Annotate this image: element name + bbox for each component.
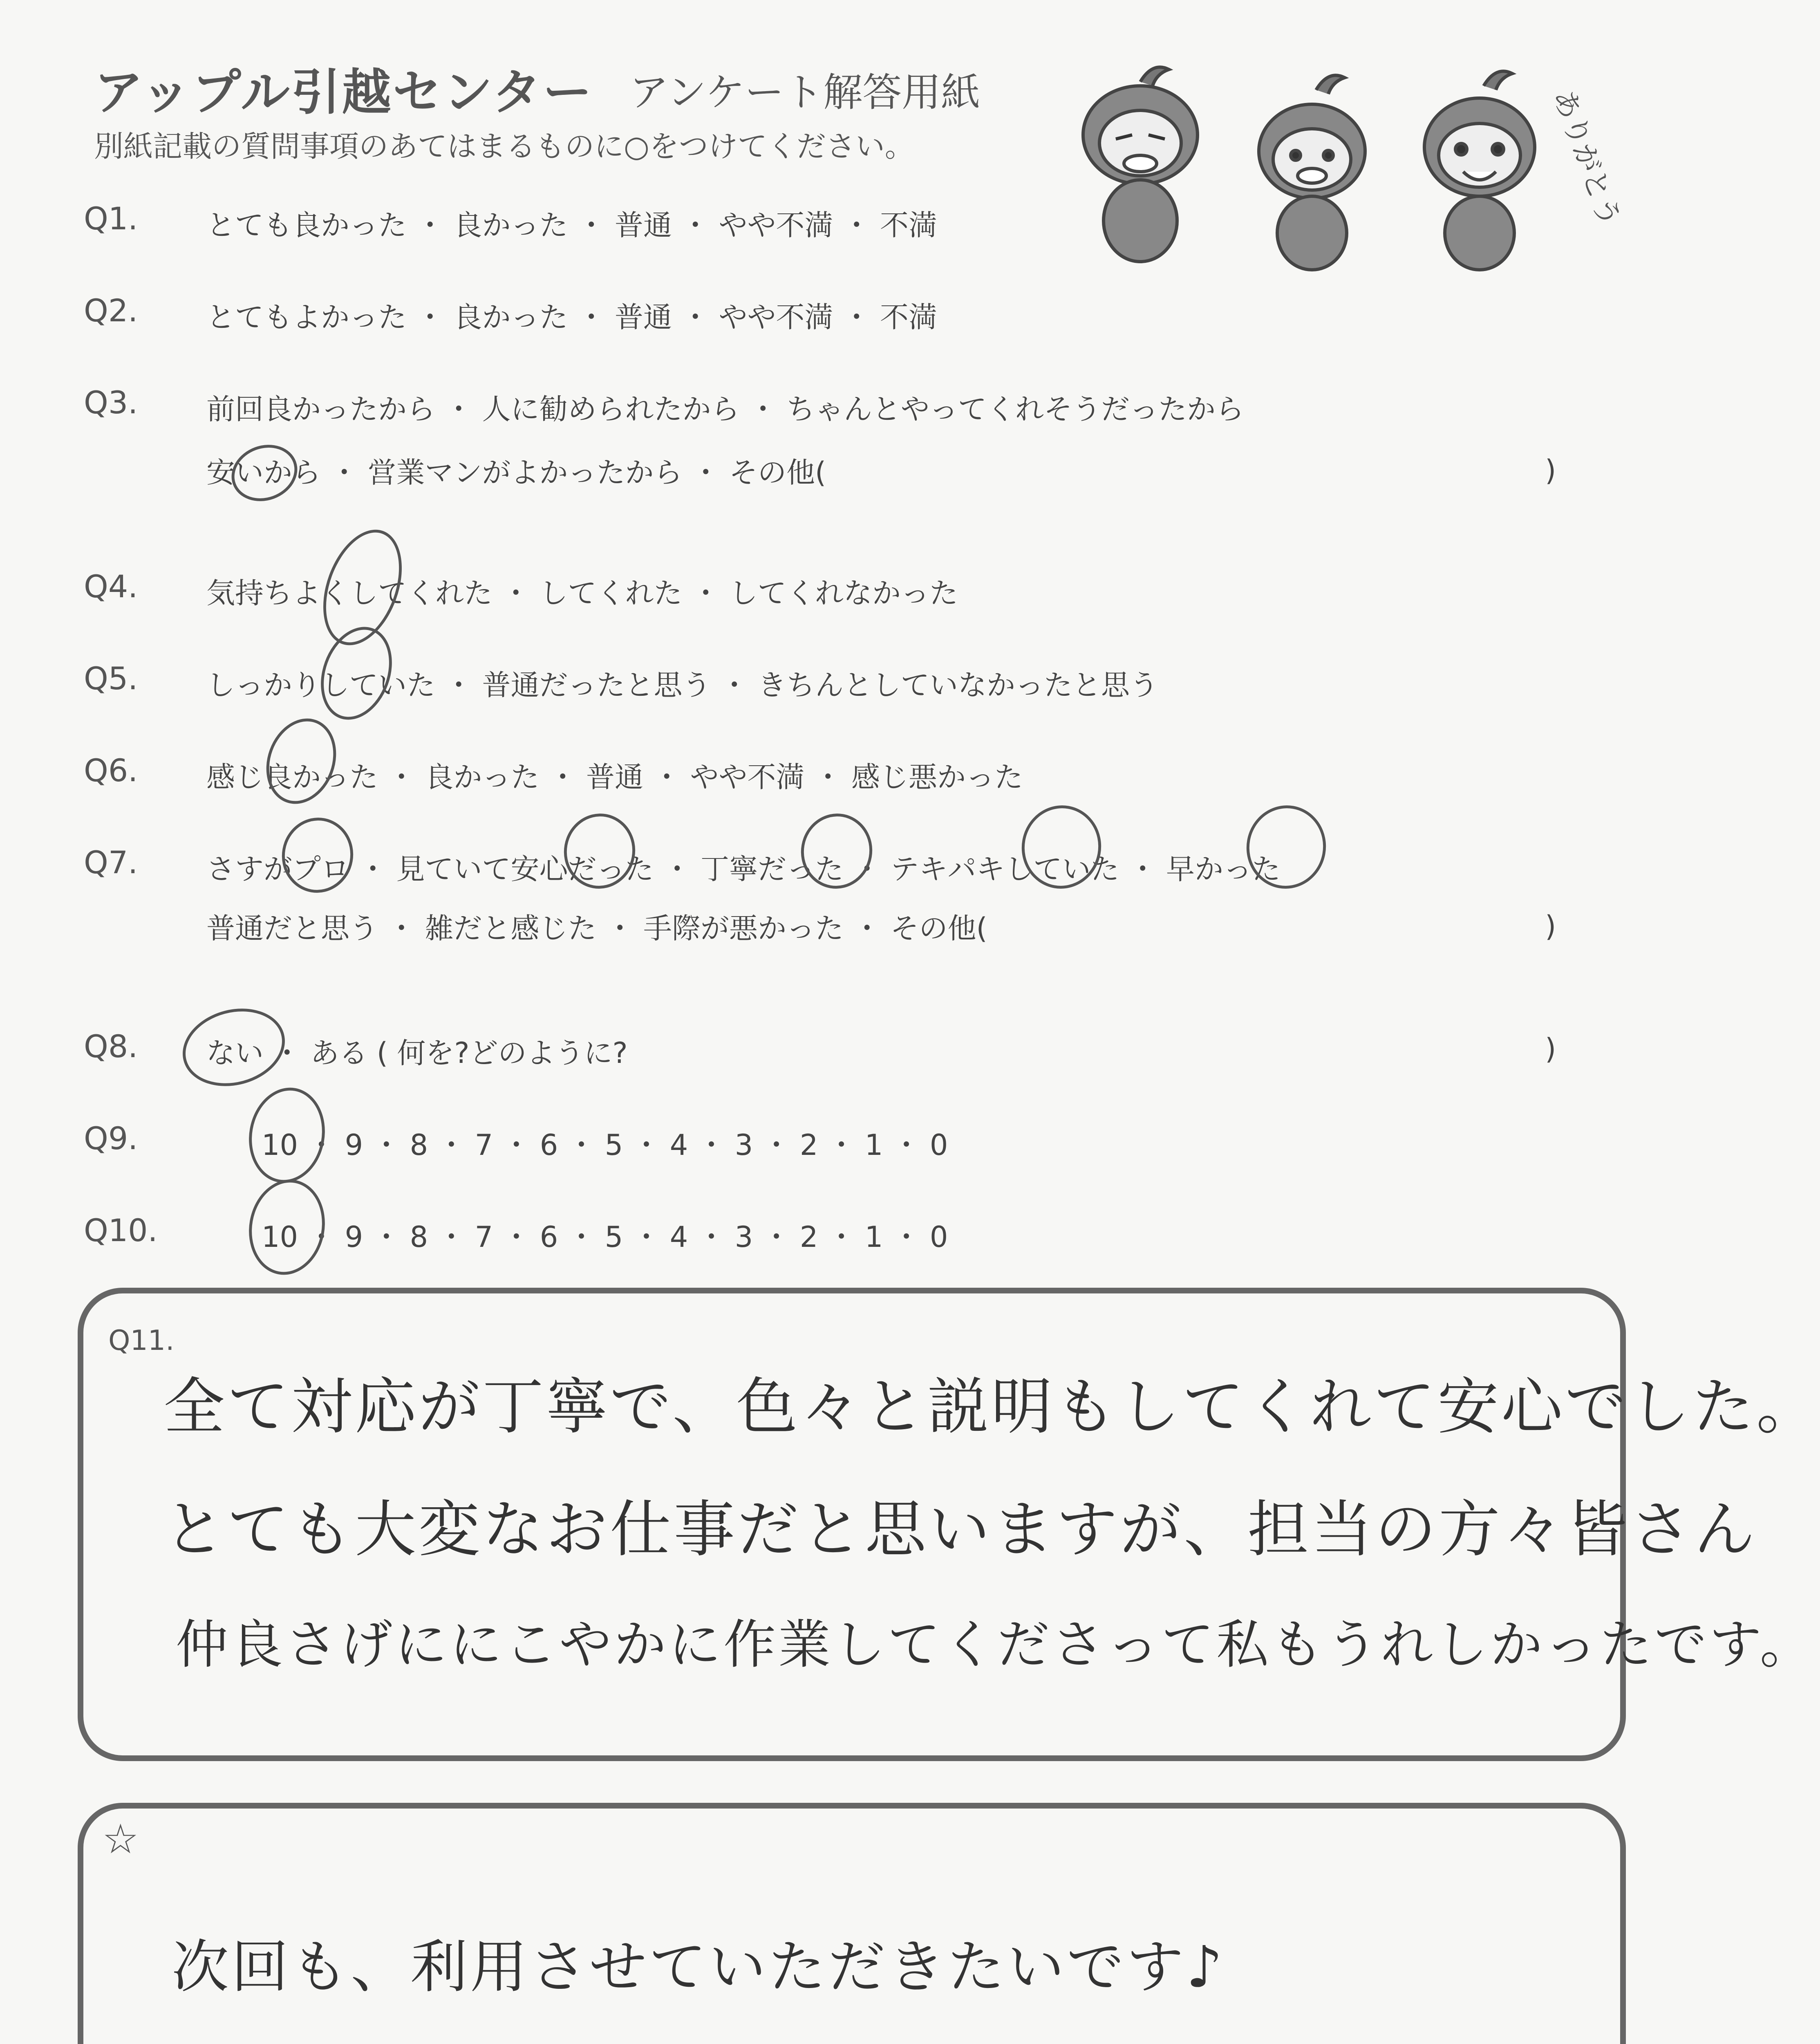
q11-handwritten-line: 全て対応が丁寧で、色々と説明もしてくれて安心でした。 — [163, 1372, 1820, 1443]
answer-circle — [242, 1174, 332, 1281]
comment-handwritten-line: 次回も、利用させていただきたいです♪ — [172, 1934, 1225, 2001]
question-options[interactable]: しっかりしていた ・ 普通だったと思う ・ きちんとしていなかったと思う — [206, 668, 1159, 702]
question-options[interactable]: 安いから ・ 営業マンがよかったから ・ その他( — [206, 456, 826, 489]
question-label: Q9. — [84, 1120, 138, 1156]
rating-scale[interactable]: 10 ・ 9 ・ 8 ・ 7 ・ 6 ・ 5 ・ 4 ・ 3 ・ 2 ・ 1 ・ 0 — [262, 1128, 948, 1162]
mascot-illustration — [1071, 57, 1627, 270]
question-label: Q3. — [84, 384, 138, 421]
close-paren: ) — [1545, 910, 1556, 943]
question-options[interactable]: さすがプロ ・ 見ていて安心だった ・ 丁寧だった ・ テキパキしていた ・ 早かった — [206, 852, 1281, 886]
form-subtitle: アンケート解答用紙 — [629, 69, 981, 115]
question-options[interactable]: ない ・ ある ( 何を?どのように? — [206, 1036, 628, 1070]
answer-circle — [174, 997, 294, 1097]
question-options[interactable]: 普通だと思う ・ 雑だと感じた ・ 手際が悪かった ・ その他( — [206, 912, 987, 945]
question-options[interactable]: とても良かった ・ 良かった ・ 普通 ・ やや不満 ・ 不満 — [206, 208, 938, 242]
monkey-3-icon — [1424, 71, 1535, 270]
question-label: Q8. — [84, 1028, 138, 1065]
answer-circle — [309, 617, 404, 730]
q11-handwritten-line: とても大変なお仕事だと思いますが、担当の方々皆さん — [163, 1494, 1758, 1565]
q11-handwritten-line: 仲良さげににこやかに作業してくださって私もうれしかったです。 — [176, 1614, 1815, 1675]
brand-title: アップル引越センター — [94, 64, 593, 121]
close-paren: ) — [1545, 454, 1556, 487]
monkey-2-icon — [1259, 75, 1365, 270]
question-options[interactable]: 前回良かったから ・ 人に勧められたから ・ ちゃんとやってくれそうだったから — [206, 392, 1245, 426]
star-icon: ☆ — [102, 1815, 139, 1863]
question-label: Q4. — [84, 568, 138, 605]
question-label: Q6. — [84, 752, 138, 789]
question-label: Q2. — [84, 292, 138, 329]
answer-circle — [255, 708, 347, 814]
answer-circle — [242, 1082, 332, 1189]
question-options[interactable]: 感じ良かった ・ 良かった ・ 普通 ・ やや不満 ・ 感じ悪かった — [206, 760, 1023, 794]
q11-label: Q11. — [108, 1325, 175, 1357]
mascot-caption: ありがとう — [1547, 85, 1627, 231]
close-paren: ) — [1545, 1032, 1556, 1066]
question-label: Q7. — [84, 844, 138, 881]
question-label: Q5. — [84, 660, 138, 697]
question-options[interactable]: とてもよかった ・ 良かった ・ 普通 ・ やや不満 ・ 不満 — [206, 300, 938, 334]
monkey-1-icon — [1083, 67, 1198, 262]
question-label: Q1. — [84, 200, 138, 237]
rating-scale[interactable]: 10 ・ 9 ・ 8 ・ 7 ・ 6 ・ 5 ・ 4 ・ 3 ・ 2 ・ 1 ・ 0 — [262, 1220, 948, 1254]
answer-circle — [224, 436, 305, 510]
question-label: Q10. — [84, 1212, 158, 1248]
question-options[interactable]: 気持ちよくしてくれた ・ してくれた ・ してくれなかった — [206, 576, 958, 610]
instruction-text: 別紙記載の質問事項のあてはまるものに○をつけてください。 — [94, 129, 914, 164]
